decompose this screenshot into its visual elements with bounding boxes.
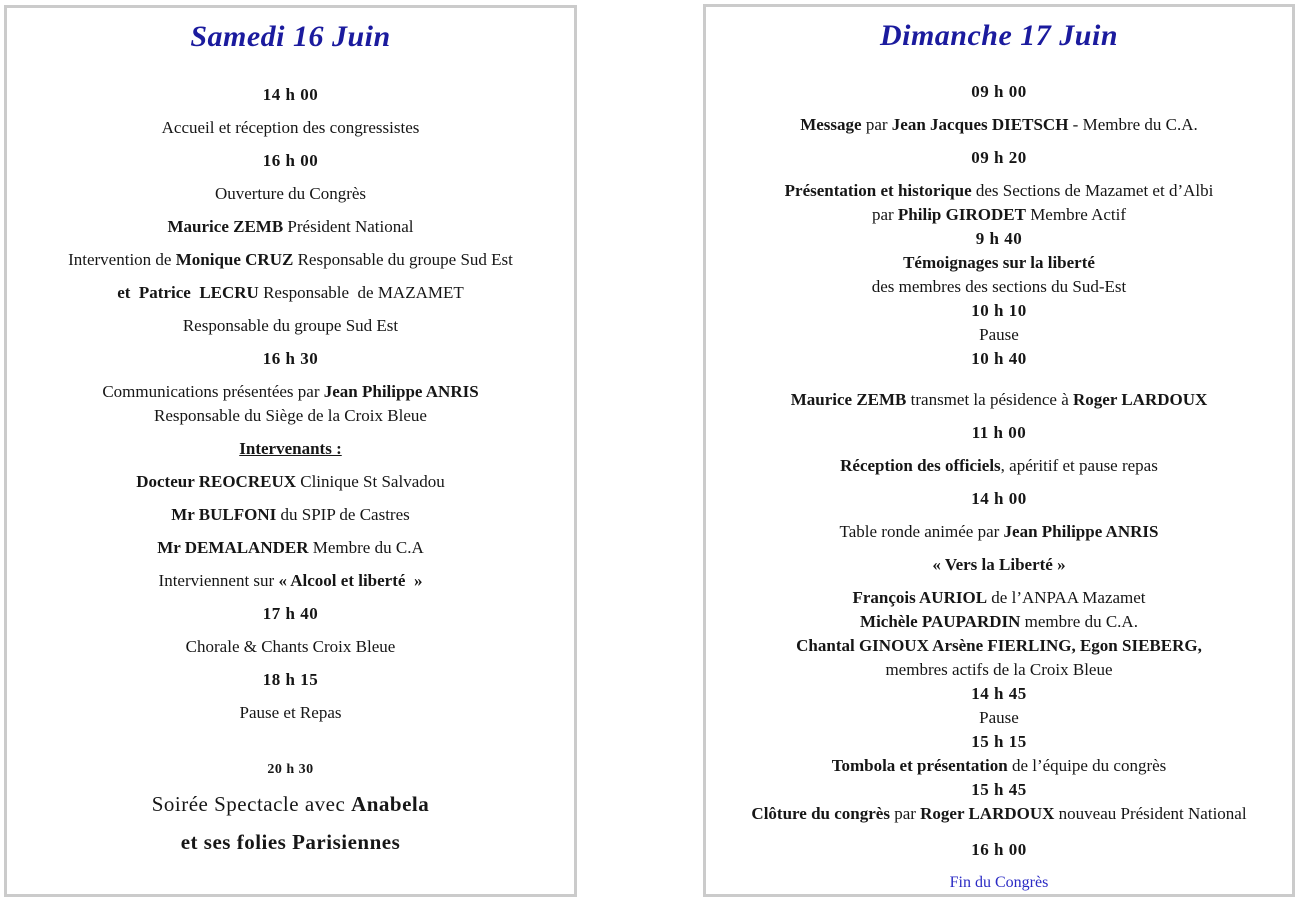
emphasis-text: François AURIOL	[852, 588, 988, 607]
body-text: membre du C.A.	[1020, 612, 1138, 631]
emphasis-text: Maurice ZEMB	[167, 217, 284, 236]
body-text: Responsable du Siège de la Croix Bleue	[154, 406, 427, 425]
schedule-line	[27, 119, 554, 136]
body-text: Membre du C.A	[308, 538, 424, 557]
emphasis-text: Présentation et historique	[784, 181, 972, 200]
body-text: Chorale & Chants Croix Bleue	[185, 637, 396, 656]
emphasis-text: Anabela	[351, 792, 430, 816]
body-text: Communications présentées par	[102, 382, 324, 401]
emphasis-text: Michèle PAUPARDIN	[860, 612, 1021, 631]
emphasis-text: Chantal GINOUX Arsène FIERLING, Egon SIEBERG,	[796, 636, 1202, 655]
schedule-line	[720, 350, 1278, 367]
schedule-line	[27, 86, 554, 103]
emphasis-text: Mr BULFONI	[171, 505, 277, 524]
body-text: de l’équipe du congrès	[1007, 756, 1167, 775]
page-title: Dimanche 17 Juin	[879, 19, 1119, 52]
schedule-line	[27, 704, 554, 721]
schedule-line	[27, 440, 554, 457]
emphasis-text: Roger LARDOUX	[920, 804, 1055, 823]
emphasis-text: 16 h 00	[262, 151, 319, 170]
schedule-line	[720, 805, 1278, 822]
schedule-line	[720, 556, 1278, 573]
schedule-sunday	[720, 83, 1278, 891]
schedule-line	[27, 218, 554, 235]
emphasis-text: 15 h 45	[971, 780, 1027, 799]
body-text: Fin du Congrès	[949, 874, 1049, 891]
schedule-line	[720, 613, 1278, 630]
emphasis-text: Maurice ZEMB	[790, 390, 907, 409]
emphasis-text: 14 h 00	[262, 85, 319, 104]
emphasis-text: 18 h 15	[262, 670, 319, 689]
schedule-line	[27, 152, 554, 169]
schedule-line	[720, 254, 1278, 271]
schedule-line	[720, 875, 1278, 891]
schedule-line	[27, 383, 554, 400]
emphasis-text: 9 h 40	[975, 229, 1023, 248]
schedule-line	[720, 116, 1278, 133]
schedule-line	[720, 391, 1278, 408]
emphasis-text: Docteur REOCREUX	[136, 472, 296, 491]
emphasis-text: Monique CRUZ	[175, 250, 294, 269]
emphasis-text: 10 h 40	[971, 349, 1027, 368]
schedule-line	[720, 637, 1278, 654]
schedule-line	[720, 278, 1278, 295]
schedule-line	[720, 490, 1278, 507]
schedule-line	[720, 733, 1278, 750]
body-text: Clinique St Salvadou	[296, 472, 445, 491]
emphasis-text: 09 h 20	[971, 148, 1027, 167]
body-text: - Membre du C.A.	[1068, 115, 1198, 134]
page-title: Samedi 16 Juin	[190, 20, 391, 53]
body-text: du SPIP de Castres	[276, 505, 410, 524]
schedule-line	[27, 794, 554, 815]
schedule-line	[27, 317, 554, 334]
body-text: par	[889, 804, 921, 823]
schedule-line	[27, 572, 554, 589]
schedule-line	[720, 83, 1278, 100]
body-text: Responsable de MAZAMET	[258, 283, 464, 302]
body-text: , apéritif et pause repas	[1000, 456, 1158, 475]
emphasis-text: « Vers la Liberté »	[932, 555, 1066, 574]
body-text: Responsable du groupe Sud Est	[182, 316, 399, 335]
schedule-line	[720, 230, 1278, 247]
schedule-line	[27, 473, 554, 490]
emphasis-text: Tombola et présentation	[831, 756, 1008, 775]
emphasis-text: Témoignages sur la liberté	[903, 253, 1095, 272]
schedule-line	[27, 832, 554, 853]
emphasis-text: 17 h 40	[262, 604, 319, 623]
body-text: des membres des sections du Sud-Est	[871, 277, 1127, 296]
emphasis-text: 10 h 10	[971, 301, 1027, 320]
emphasis-text: 14 h 45	[971, 684, 1027, 703]
schedule-line	[720, 424, 1278, 441]
schedule-line	[720, 457, 1278, 474]
emphasis-text: 16 h 00	[971, 840, 1027, 859]
schedule-line	[27, 407, 554, 424]
schedule-line	[27, 763, 554, 777]
schedule-line	[720, 757, 1278, 774]
emphasis-text: Philip GIRODET	[897, 205, 1026, 224]
schedule-line	[720, 302, 1278, 319]
body-text: de l’ANPAA Mazamet	[987, 588, 1146, 607]
emphasis-text: Intervenants :	[239, 439, 342, 458]
emphasis-text: 16 h 30	[262, 349, 319, 368]
schedule-line	[27, 605, 554, 622]
program-page-sunday	[703, 4, 1295, 897]
schedule-line	[27, 185, 554, 202]
body-text: des Sections de Mazamet et d’Albi	[971, 181, 1214, 200]
emphasis-text: 09 h 00	[971, 82, 1027, 101]
emphasis-text: 20 h 30	[267, 762, 314, 777]
body-text: transmet la pésidence à	[906, 390, 1074, 409]
schedule-line	[720, 709, 1278, 726]
emphasis-text: Roger LARDOUX	[1073, 390, 1208, 409]
schedule-line	[720, 149, 1278, 166]
emphasis-text: Réception des officiels	[840, 456, 1001, 475]
schedule-line	[27, 638, 554, 655]
emphasis-text: Message	[800, 115, 862, 134]
schedule-line	[720, 206, 1278, 223]
emphasis-text: « Alcool et liberté »	[278, 571, 423, 590]
body-text: Accueil et réception des congressistes	[161, 118, 420, 137]
schedule-line	[720, 326, 1278, 343]
body-text: Pause et Repas	[239, 703, 342, 722]
schedule-line	[720, 589, 1278, 606]
body-text: Président National	[283, 217, 414, 236]
body-text: Interviennent sur	[158, 571, 279, 590]
body-text: Ouverture du Congrès	[214, 184, 367, 203]
body-text: Table ronde animée par	[839, 522, 1004, 541]
emphasis-text: 15 h 15	[971, 732, 1027, 751]
schedule-saturday	[27, 86, 554, 853]
schedule-line	[720, 685, 1278, 702]
body-text: par	[871, 205, 898, 224]
emphasis-text: Clôture du congrès	[751, 804, 890, 823]
emphasis-text: et Patrice LECRU	[117, 283, 259, 302]
emphasis-text: Jean Jacques DIETSCH	[891, 115, 1069, 134]
schedule-line	[720, 841, 1278, 858]
body-text: par	[861, 115, 892, 134]
body-text: Pause	[979, 325, 1019, 344]
body-text: Soirée Spectacle avec	[151, 792, 352, 816]
emphasis-text: Jean Philippe ANRIS	[1003, 522, 1159, 541]
schedule-line	[27, 350, 554, 367]
schedule-line	[27, 251, 554, 268]
schedule-line	[27, 284, 554, 301]
body-text: Pause	[979, 708, 1019, 727]
program-page-saturday	[4, 5, 577, 897]
schedule-line	[720, 661, 1278, 678]
body-text: Intervention de	[68, 250, 176, 269]
emphasis-text: 11 h 00	[971, 423, 1027, 442]
schedule-line	[27, 539, 554, 556]
schedule-line	[720, 523, 1278, 540]
schedule-line	[27, 506, 554, 523]
body-text: Membre Actif	[1025, 205, 1127, 224]
schedule-line	[720, 781, 1278, 798]
schedule-line	[27, 671, 554, 688]
body-text: Responsable du groupe Sud Est	[293, 250, 513, 269]
emphasis-text: Mr DEMALANDER	[157, 538, 309, 557]
emphasis-text: Jean Philippe ANRIS	[323, 382, 479, 401]
body-text: nouveau Président National	[1054, 804, 1247, 823]
emphasis-text: 14 h 00	[971, 489, 1027, 508]
schedule-line	[720, 182, 1278, 199]
emphasis-text: et ses folies Parisiennes	[180, 830, 401, 854]
body-text: membres actifs de la Croix Bleue	[885, 660, 1113, 679]
